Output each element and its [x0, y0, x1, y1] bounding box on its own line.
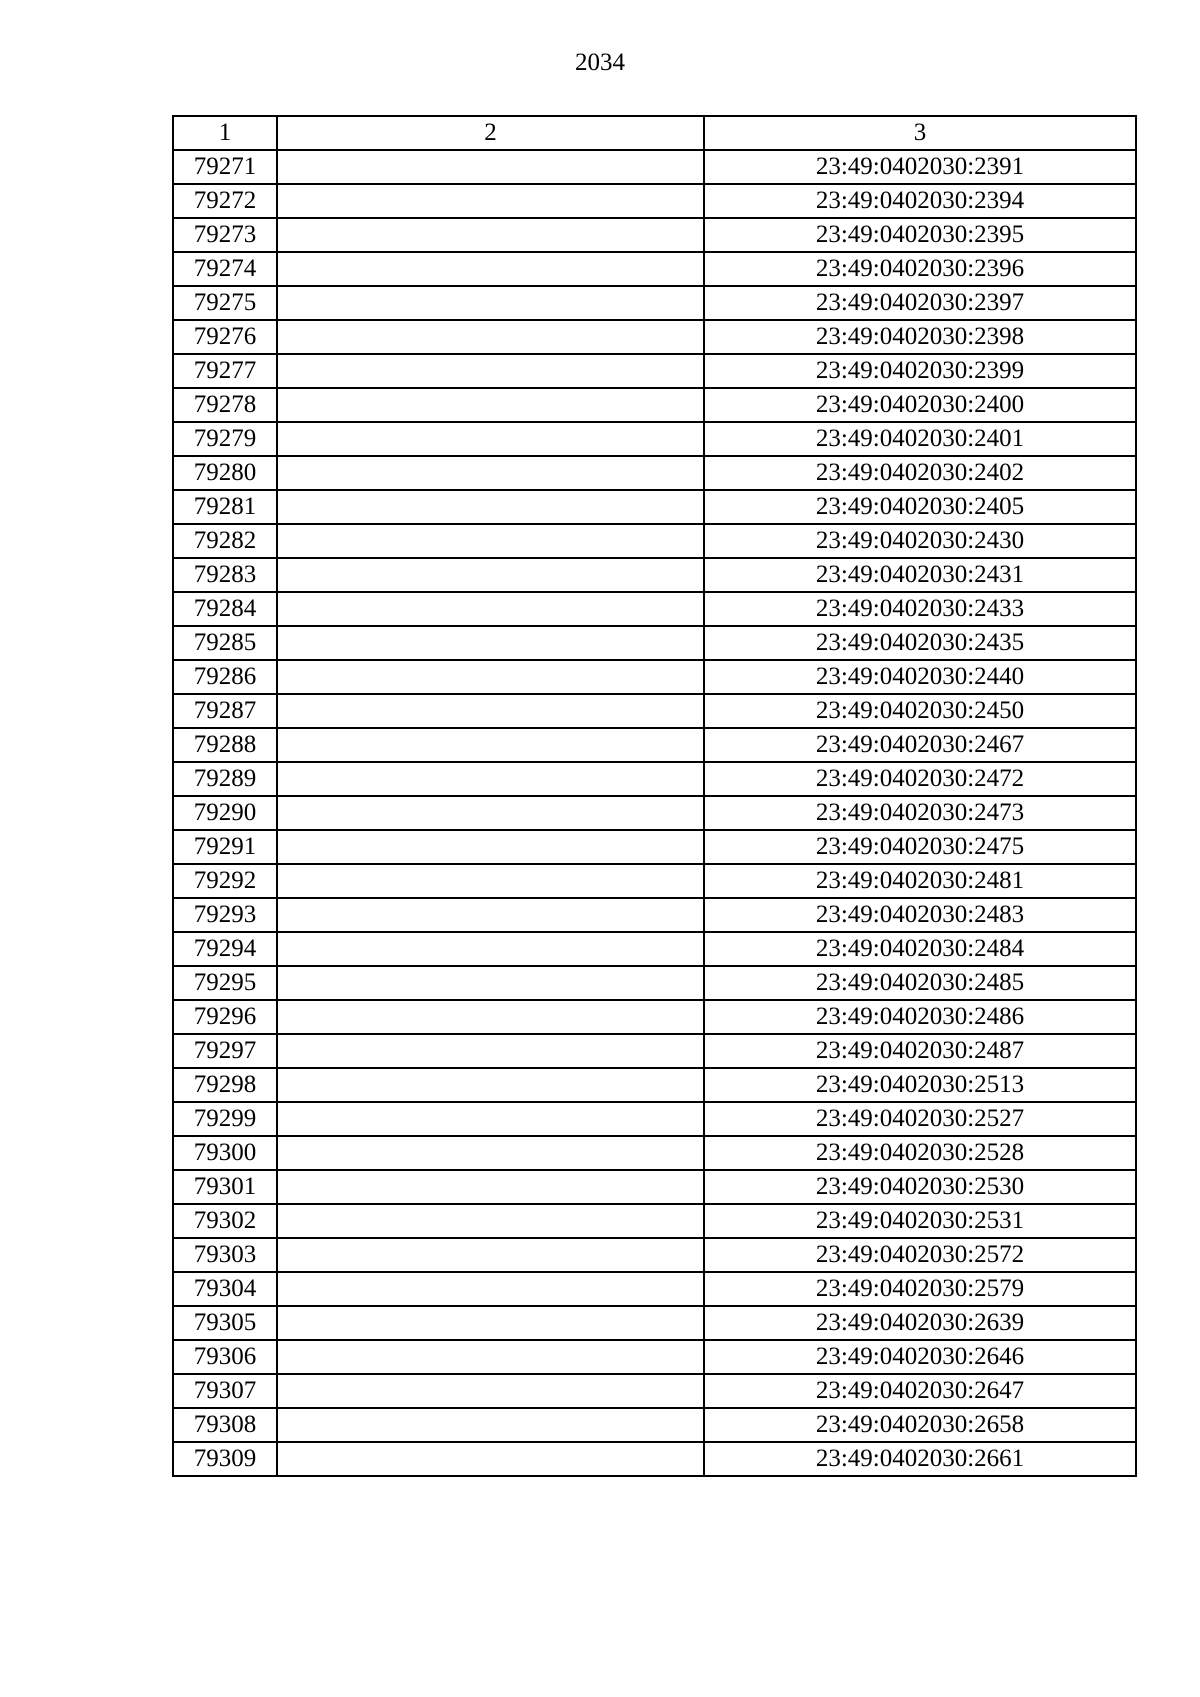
table-row [173, 932, 1136, 966]
table-row [173, 422, 1136, 456]
cadastral-number-cell: 23:49:0402030:2430 [704, 524, 1136, 558]
row-col2-cell [277, 762, 704, 796]
row-number-cell: 79295 [173, 966, 277, 1000]
cadastral-number-cell: 23:49:0402030:2661 [704, 1442, 1136, 1476]
row-number-cell: 79292 [173, 864, 277, 898]
table-row [173, 660, 1136, 694]
table-row [173, 626, 1136, 660]
row-number-cell: 79302 [173, 1204, 277, 1238]
cadastral-number-cell: 23:49:0402030:2440 [704, 660, 1136, 694]
cadastral-number-cell: 23:49:0402030:2397 [704, 286, 1136, 320]
row-col2-cell [277, 456, 704, 490]
table-row [173, 1068, 1136, 1102]
cadastral-number-cell: 23:49:0402030:2395 [704, 218, 1136, 252]
table-row [173, 1374, 1136, 1408]
row-col2-cell [277, 864, 704, 898]
cadastral-number-cell: 23:49:0402030:2450 [704, 694, 1136, 728]
table-row [173, 1238, 1136, 1272]
row-col2-cell [277, 524, 704, 558]
table-row [173, 1306, 1136, 1340]
cadastral-table [172, 115, 1137, 1477]
row-col2-cell [277, 1408, 704, 1442]
row-col2-cell [277, 694, 704, 728]
table-row [173, 1340, 1136, 1374]
cadastral-number-cell: 23:49:0402030:2485 [704, 966, 1136, 1000]
row-number-cell: 79287 [173, 694, 277, 728]
cadastral-number-cell: 23:49:0402030:2481 [704, 864, 1136, 898]
cadastral-number-cell: 23:49:0402030:2391 [704, 150, 1136, 184]
column-header-2: 2 [277, 116, 704, 150]
row-number-cell: 79280 [173, 456, 277, 490]
row-number-cell: 79293 [173, 898, 277, 932]
row-col2-cell [277, 1340, 704, 1374]
cadastral-number-cell: 23:49:0402030:2435 [704, 626, 1136, 660]
row-col2-cell [277, 184, 704, 218]
row-number-cell: 79282 [173, 524, 277, 558]
row-col2-cell [277, 558, 704, 592]
row-col2-cell [277, 388, 704, 422]
cadastral-number-cell: 23:49:0402030:2400 [704, 388, 1136, 422]
row-col2-cell [277, 1068, 704, 1102]
table-row [173, 1272, 1136, 1306]
row-col2-cell [277, 252, 704, 286]
table-row [173, 728, 1136, 762]
row-col2-cell [277, 150, 704, 184]
table-row [173, 558, 1136, 592]
row-col2-cell [277, 932, 704, 966]
table-row [173, 1034, 1136, 1068]
row-number-cell: 79288 [173, 728, 277, 762]
row-number-cell: 79300 [173, 1136, 277, 1170]
row-col2-cell [277, 1374, 704, 1408]
cadastral-number-cell: 23:49:0402030:2475 [704, 830, 1136, 864]
row-col2-cell [277, 1306, 704, 1340]
cadastral-number-cell: 23:49:0402030:2531 [704, 1204, 1136, 1238]
cadastral-number-cell: 23:49:0402030:2405 [704, 490, 1136, 524]
cadastral-number-cell: 23:49:0402030:2646 [704, 1340, 1136, 1374]
row-col2-cell [277, 1170, 704, 1204]
cadastral-number-cell: 23:49:0402030:2658 [704, 1408, 1136, 1442]
row-col2-cell [277, 1136, 704, 1170]
row-col2-cell [277, 286, 704, 320]
table-row [173, 830, 1136, 864]
row-col2-cell [277, 830, 704, 864]
row-number-cell: 79275 [173, 286, 277, 320]
row-number-cell: 79304 [173, 1272, 277, 1306]
cadastral-number-cell: 23:49:0402030:2399 [704, 354, 1136, 388]
row-number-cell: 79305 [173, 1306, 277, 1340]
table-row [173, 864, 1136, 898]
table-row [173, 796, 1136, 830]
cadastral-number-cell: 23:49:0402030:2528 [704, 1136, 1136, 1170]
table-row [173, 388, 1136, 422]
column-header-3: 3 [704, 116, 1136, 150]
row-number-cell: 79277 [173, 354, 277, 388]
row-number-cell: 79303 [173, 1238, 277, 1272]
table-row [173, 1102, 1136, 1136]
row-number-cell: 79289 [173, 762, 277, 796]
cadastral-number-cell: 23:49:0402030:2572 [704, 1238, 1136, 1272]
row-number-cell: 79306 [173, 1340, 277, 1374]
row-number-cell: 79296 [173, 1000, 277, 1034]
row-number-cell: 79276 [173, 320, 277, 354]
table-row [173, 286, 1136, 320]
table-row [173, 150, 1136, 184]
row-col2-cell [277, 1102, 704, 1136]
table-row [173, 490, 1136, 524]
row-number-cell: 79271 [173, 150, 277, 184]
table-header-row [173, 116, 1136, 150]
cadastral-number-cell: 23:49:0402030:2487 [704, 1034, 1136, 1068]
cadastral-number-cell: 23:49:0402030:2486 [704, 1000, 1136, 1034]
row-number-cell: 79284 [173, 592, 277, 626]
cadastral-number-cell: 23:49:0402030:2473 [704, 796, 1136, 830]
row-number-cell: 79285 [173, 626, 277, 660]
cadastral-number-cell: 23:49:0402030:2396 [704, 252, 1136, 286]
cadastral-number-cell: 23:49:0402030:2394 [704, 184, 1136, 218]
cadastral-number-cell: 23:49:0402030:2513 [704, 1068, 1136, 1102]
cadastral-number-cell: 23:49:0402030:2398 [704, 320, 1136, 354]
row-number-cell: 79272 [173, 184, 277, 218]
row-col2-cell [277, 1238, 704, 1272]
table-row [173, 1136, 1136, 1170]
row-number-cell: 79283 [173, 558, 277, 592]
table-row [173, 694, 1136, 728]
row-col2-cell [277, 1204, 704, 1238]
table-row [173, 524, 1136, 558]
table-row [173, 762, 1136, 796]
table-row [173, 1170, 1136, 1204]
table-row [173, 1442, 1136, 1476]
row-col2-cell [277, 660, 704, 694]
table-row [173, 218, 1136, 252]
cadastral-number-cell: 23:49:0402030:2483 [704, 898, 1136, 932]
row-number-cell: 79309 [173, 1442, 277, 1476]
row-col2-cell [277, 320, 704, 354]
row-number-cell: 79279 [173, 422, 277, 456]
table-row [173, 456, 1136, 490]
cadastral-number-cell: 23:49:0402030:2431 [704, 558, 1136, 592]
row-number-cell: 79291 [173, 830, 277, 864]
row-col2-cell [277, 490, 704, 524]
cadastral-number-cell: 23:49:0402030:2639 [704, 1306, 1136, 1340]
table-row [173, 320, 1136, 354]
cadastral-number-cell: 23:49:0402030:2433 [704, 592, 1136, 626]
row-number-cell: 79286 [173, 660, 277, 694]
row-col2-cell [277, 966, 704, 1000]
cadastral-number-cell: 23:49:0402030:2472 [704, 762, 1136, 796]
row-col2-cell [277, 898, 704, 932]
table-row [173, 1408, 1136, 1442]
table-row [173, 354, 1136, 388]
cadastral-number-cell: 23:49:0402030:2647 [704, 1374, 1136, 1408]
row-number-cell: 79274 [173, 252, 277, 286]
row-number-cell: 79299 [173, 1102, 277, 1136]
table-row [173, 252, 1136, 286]
row-number-cell: 79290 [173, 796, 277, 830]
row-number-cell: 79307 [173, 1374, 277, 1408]
row-col2-cell [277, 354, 704, 388]
table-row [173, 898, 1136, 932]
cadastral-number-cell: 23:49:0402030:2401 [704, 422, 1136, 456]
column-header-1: 1 [173, 116, 277, 150]
row-col2-cell [277, 218, 704, 252]
row-number-cell: 79281 [173, 490, 277, 524]
cadastral-number-cell: 23:49:0402030:2484 [704, 932, 1136, 966]
row-col2-cell [277, 1272, 704, 1306]
row-number-cell: 79301 [173, 1170, 277, 1204]
row-number-cell: 79278 [173, 388, 277, 422]
cadastral-number-cell: 23:49:0402030:2530 [704, 1170, 1136, 1204]
row-number-cell: 79273 [173, 218, 277, 252]
row-col2-cell [277, 422, 704, 456]
cadastral-number-cell: 23:49:0402030:2402 [704, 456, 1136, 490]
cadastral-number-cell: 23:49:0402030:2579 [704, 1272, 1136, 1306]
row-col2-cell [277, 1034, 704, 1068]
row-number-cell: 79294 [173, 932, 277, 966]
row-col2-cell [277, 626, 704, 660]
row-number-cell: 79308 [173, 1408, 277, 1442]
row-col2-cell [277, 728, 704, 762]
row-number-cell: 79297 [173, 1034, 277, 1068]
table-row [173, 966, 1136, 1000]
table-row [173, 592, 1136, 626]
cadastral-number-cell: 23:49:0402030:2527 [704, 1102, 1136, 1136]
cadastral-number-cell: 23:49:0402030:2467 [704, 728, 1136, 762]
table-body [173, 150, 1136, 1476]
row-col2-cell [277, 592, 704, 626]
table-row [173, 184, 1136, 218]
row-col2-cell [277, 796, 704, 830]
row-col2-cell [277, 1442, 704, 1476]
row-number-cell: 79298 [173, 1068, 277, 1102]
table-row [173, 1204, 1136, 1238]
page-number: 2034 [575, 49, 625, 76]
table-row [173, 1000, 1136, 1034]
row-col2-cell [277, 1000, 704, 1034]
